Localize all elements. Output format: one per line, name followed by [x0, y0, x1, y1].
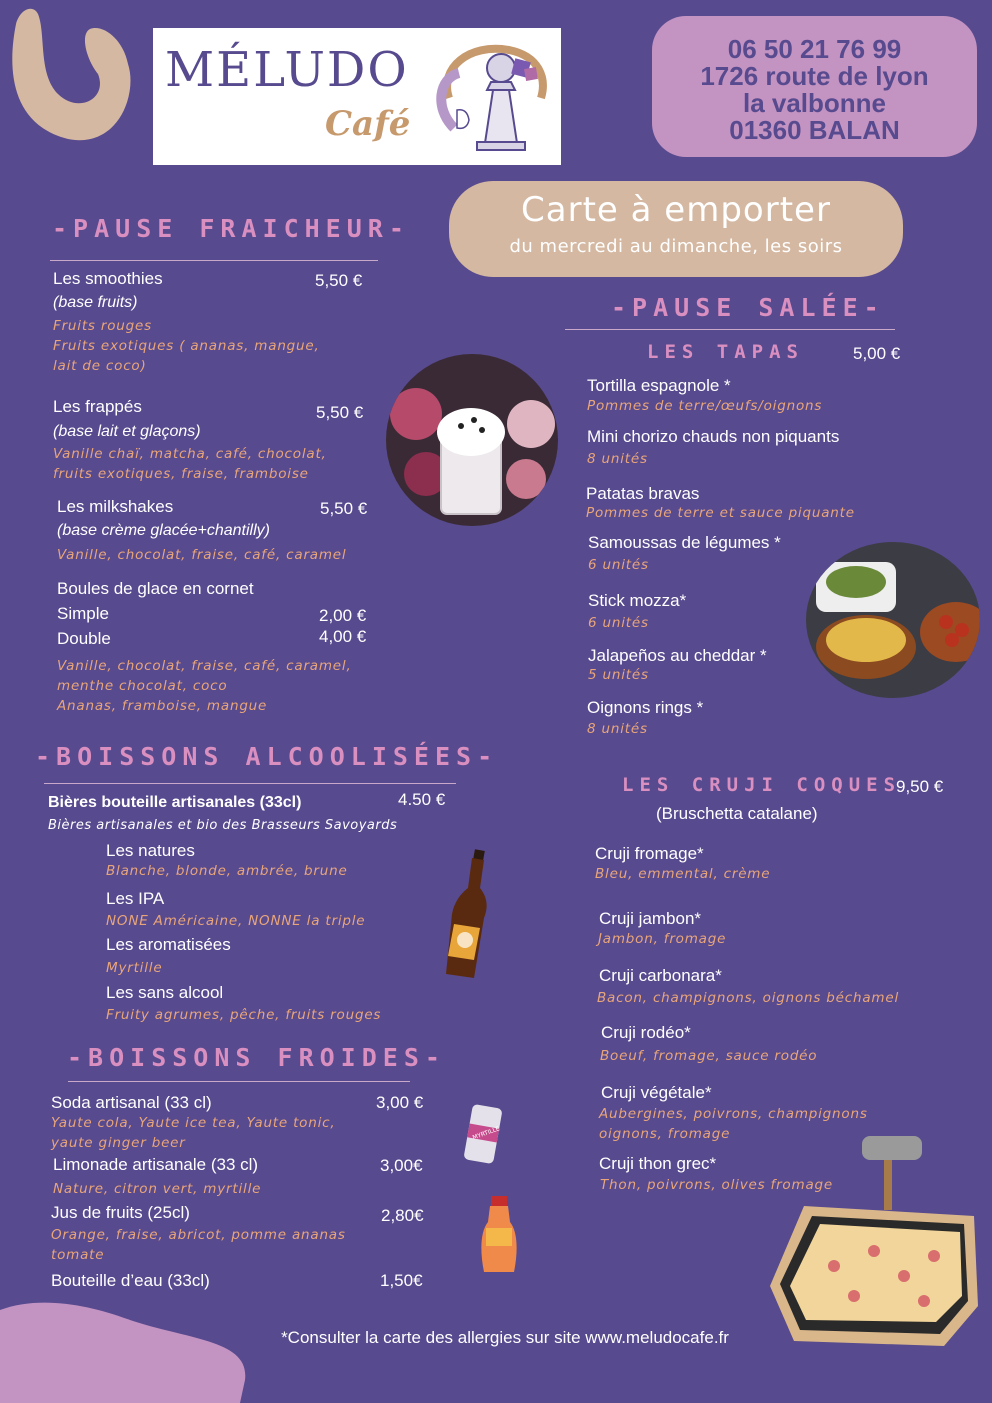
decorative-blob-bottom	[0, 1300, 250, 1403]
menu-item-desc: Bleu, emmental, crème	[595, 866, 771, 882]
chess-pawn-cup-icon	[429, 38, 551, 156]
logo-subtitle: Café	[325, 104, 411, 144]
menu-item-desc: Vanille, chocolat, fraise, café, caramel	[57, 547, 347, 563]
logo-name: MÉLUDO	[165, 42, 409, 98]
menu-item-price: 5,50 €	[320, 499, 368, 518]
milkshake-icon	[386, 354, 558, 526]
address-line: 1726 route de lyon	[700, 61, 929, 91]
menu-item-desc: Fruits exotiques ( ananas, mangue,	[53, 338, 320, 354]
menu-item-desc: menthe chocolat, coco	[57, 678, 228, 694]
menu-item-price: 5,00 €	[853, 344, 901, 363]
section-title-alcool: -BOISSONS ALCOOLISÉES-	[35, 742, 499, 771]
banner-subtitle: du mercredi au dimanche, les soirs	[509, 236, 843, 257]
menu-item-name: Samoussas de légumes *	[588, 533, 781, 552]
menu-item-name: Cruji fromage*	[595, 844, 704, 863]
menu-item-desc: Pommes de terre/œufs/oignons	[587, 398, 823, 414]
divider	[565, 329, 895, 330]
tapas-photo	[806, 542, 980, 698]
menu-item-desc: Orange, fraise, abricot, pomme ananas	[51, 1227, 346, 1243]
tapas-icon	[806, 542, 980, 698]
menu-item-desc: fruits exotiques, fraise, framboise	[53, 466, 309, 482]
menu-item-name: Cruji thon grec*	[599, 1154, 717, 1173]
milkshake-photo	[386, 354, 558, 526]
menu-item-desc: Fruits rouges	[53, 318, 152, 334]
menu-item-price: 4,00 €	[319, 627, 367, 646]
menu-item-name: Tortilla espagnole *	[587, 376, 731, 395]
cruji-coque-board-icon	[764, 1136, 984, 1354]
menu-item-option: Double	[57, 629, 111, 648]
soda-can-label: MYRTILLE	[471, 1125, 501, 1142]
menu-item-name: Oignons rings *	[587, 698, 704, 717]
section-title-froides: -BOISSONS FROIDES-	[67, 1043, 446, 1072]
menu-item-name: Limonade artisanale (33 cl)	[53, 1155, 259, 1174]
menu-item-desc: lait de coco)	[53, 358, 147, 374]
carte-banner	[449, 181, 903, 277]
menu-item-name: Les natures	[106, 841, 195, 860]
menu-item-base: (base crème glacée+chantilly)	[57, 522, 270, 539]
menu-item-desc: Boeuf, fromage, sauce rodéo	[600, 1048, 818, 1064]
address-line: 01360 BALAN	[729, 115, 900, 145]
menu-item-desc: NONE Américaine, NONNE la triple	[106, 913, 366, 929]
menu-item-base: (base fruits)	[53, 294, 138, 311]
decorative-blob-top	[8, 4, 138, 144]
menu-item-name: Mini chorizo chauds non piquants	[587, 427, 840, 446]
menu-item-name: Cruji jambon*	[599, 909, 702, 928]
menu-item-desc: Nature, citron vert, myrtille	[53, 1181, 262, 1197]
menu-item-option: Simple	[57, 604, 109, 623]
contact-box	[652, 16, 977, 157]
menu-item-price: 5,50 €	[316, 403, 364, 422]
menu-item-desc: Yaute cola, Yaute ice tea, Yaute tonic,	[51, 1115, 336, 1131]
menu-item-name: Les sans alcool	[106, 983, 224, 1002]
menu-item-price: 2,00 €	[319, 606, 367, 625]
allergy-footer: *Consulter la carte des allergies sur site www.meludocafe.fr	[281, 1328, 729, 1347]
menu-item-desc: Bacon, champignons, oignons béchamel	[597, 990, 900, 1006]
menu-item-name: Patatas bravas	[586, 484, 700, 503]
soda-can-icon	[462, 1102, 504, 1166]
subsection-title-cruji: LES CRUJI COQUES	[622, 774, 902, 796]
menu-item-name: Les aromatisées	[106, 935, 231, 954]
divider	[50, 260, 378, 261]
menu-item-subtitle: (Bruschetta catalane)	[656, 804, 818, 823]
menu-item-desc: Blanche, blonde, ambrée, brune	[106, 863, 348, 879]
menu-item-name: Bouteille d’eau (33cl)	[51, 1271, 210, 1290]
menu-item-desc: Aubergines, poivrons, champignons	[599, 1106, 868, 1122]
phone-number[interactable]: 06 50 21 76 99	[727, 34, 902, 64]
menu-item-desc: Thon, poivrons, olives fromage	[600, 1177, 833, 1193]
menu-item-price: 4.50 €	[398, 790, 446, 809]
beer-bottle-icon	[436, 848, 492, 984]
divider	[44, 783, 456, 784]
menu-item-name: Soda artisanal (33 cl)	[51, 1093, 212, 1112]
menu-item-name: Les frappés	[53, 397, 142, 416]
menu-item-desc: Ananas, framboise, mangue	[57, 698, 268, 714]
menu-item-desc: 6 unités	[588, 615, 649, 631]
menu-item-price: 1,50€	[380, 1271, 423, 1290]
menu-item-desc: 8 unités	[587, 721, 648, 737]
menu-item-name: Les milkshakes	[57, 497, 174, 516]
banner-title: Carte à emporter	[521, 190, 831, 230]
menu-item-name: Stick mozza*	[588, 591, 687, 610]
menu-item-desc: Jambon, fromage	[598, 931, 727, 947]
menu-item-desc: 8 unités	[587, 451, 648, 467]
menu-item-desc: oignons, fromage	[599, 1126, 731, 1142]
menu-item-name: Jalapeños au cheddar *	[588, 646, 767, 665]
logo	[153, 28, 561, 165]
menu-item-name: Jus de fruits (25cl)	[51, 1203, 190, 1222]
menu-item-price: 5,50 €	[315, 271, 363, 290]
menu-item-name: Cruji rodéo*	[601, 1023, 691, 1042]
subsection-title-tapas: LES TAPAS	[647, 341, 804, 363]
menu-item-desc: 6 unités	[588, 557, 649, 573]
menu-item-price: 3,00 €	[376, 1093, 424, 1112]
menu-item-desc: tomate	[51, 1247, 105, 1263]
menu-item-price: 2,80€	[381, 1206, 424, 1225]
menu-item-base: (base lait et glaçons)	[53, 423, 201, 440]
divider	[68, 1081, 410, 1082]
juice-bottle-icon	[478, 1192, 520, 1278]
menu-item-price: 9,50 €	[896, 777, 944, 796]
menu-item-price: 3,00€	[380, 1156, 423, 1175]
menu-item-name: Cruji carbonara*	[599, 966, 722, 985]
menu-item-desc: Vanille, chocolat, fraise, café, caramel,	[57, 658, 352, 674]
section-title-salee: -PAUSE SALÉE-	[611, 293, 885, 322]
menu-item-desc: Bières artisanales et bio des Brasseurs Savoyards	[48, 818, 398, 833]
section-title-fraicheur: -PAUSE FRAICHEUR-	[52, 214, 410, 243]
menu-item-name: Les IPA	[106, 889, 165, 908]
menu-item-name: Boules de glace en cornet	[57, 579, 254, 598]
address-line: la valbonne	[742, 88, 887, 118]
menu-item-name: Cruji végétale*	[601, 1083, 712, 1102]
menu-item-name: Les smoothies	[53, 269, 163, 288]
menu-item-desc: Fruity agrumes, pêche, fruits rouges	[106, 1007, 382, 1023]
menu-item-name: Bières bouteille artisanales (33cl)	[48, 794, 302, 811]
menu-item-desc: 5 unités	[588, 667, 649, 683]
menu-item-desc: Vanille chaï, matcha, café, chocolat,	[53, 446, 327, 462]
menu-item-desc: Myrtille	[106, 960, 163, 976]
menu-item-desc: yaute ginger beer	[51, 1135, 186, 1151]
menu-item-desc: Pommes de terre et sauce piquante	[586, 505, 855, 521]
